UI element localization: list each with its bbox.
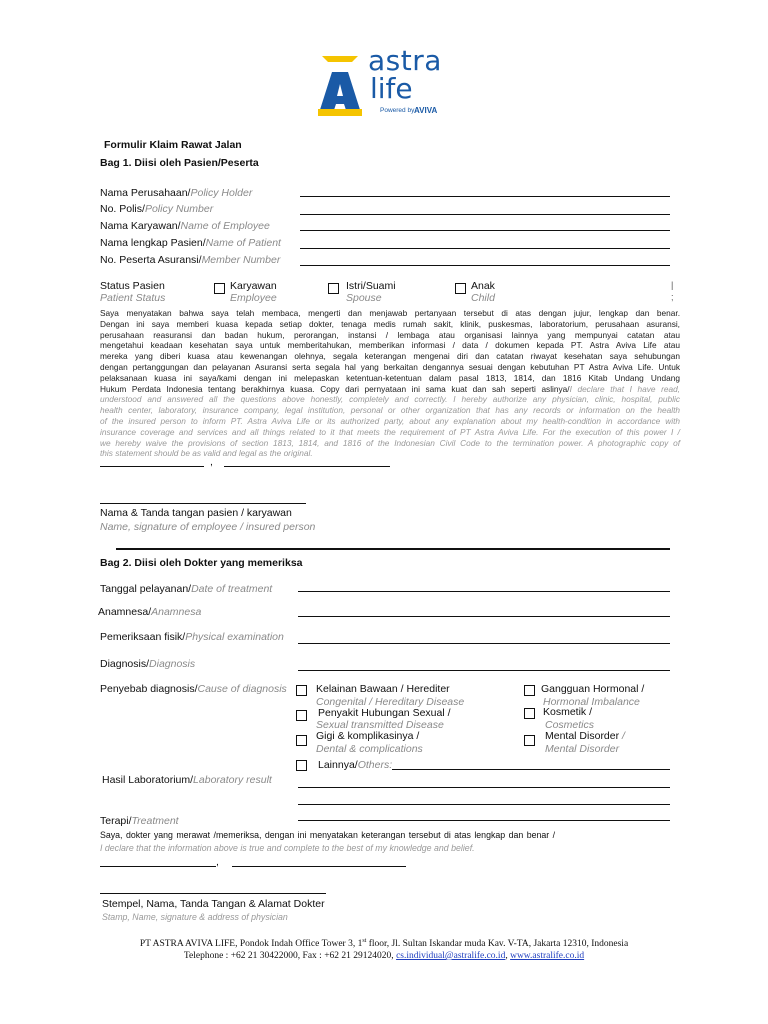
field-policy-number — [100, 203, 213, 215]
field-label: Nama Perusahaan/ — [100, 187, 191, 199]
anamnesa-input-line[interactable] — [298, 616, 670, 617]
field-label-en: Name of Employee — [180, 220, 270, 232]
status-child-label: Anak — [471, 280, 495, 292]
employee-name-input-line[interactable] — [300, 230, 670, 231]
status-spouse-checkbox[interactable] — [328, 283, 339, 294]
cause-dental-label: Gigi & komplikasinya / — [316, 730, 420, 742]
patient-signature-line[interactable] — [100, 503, 306, 504]
diagnosis-input-line[interactable] — [298, 670, 670, 671]
cause-cosmetics-label-en: Cosmetics — [545, 719, 595, 731]
field-label: Penyebab diagnosis/ — [100, 683, 198, 695]
footer-contact — [0, 951, 768, 961]
field-label: Tanggal pelayanan/ — [100, 583, 192, 595]
cause-cosmetics-checkbox[interactable] — [524, 708, 535, 719]
footer-address-post: floor, Jl. Sultan Iskandar muda Kav. V-TA, Jakarta 12310, Indonesia — [366, 939, 629, 950]
declaration-line-mixed — [100, 384, 680, 395]
field-therapy — [100, 815, 179, 827]
field-label-en: Cause of diagnosis — [197, 683, 287, 695]
powered-by-brand: AVIVA — [414, 106, 438, 115]
company-logo — [318, 44, 458, 120]
field-label-en: Policy Number — [144, 203, 214, 215]
footer-website-link[interactable]: www.astralife.co.id — [510, 951, 585, 961]
status-label: Status Pasien — [100, 280, 165, 292]
cause-congenital-label: Kelainan Bawaan / Herediter — [316, 683, 450, 695]
form-title: Formulir Klaim Rawat Jalan — [104, 139, 242, 151]
field-label: Nama Karyawan/ — [100, 220, 181, 232]
cause-other-input-line[interactable] — [392, 769, 670, 770]
doctor-signature-label: Stempel, Nama, Tanda Tangan & Alamat Dokter — [102, 898, 325, 910]
patient-name-input-line[interactable] — [300, 248, 670, 249]
footer-separator: , — [505, 951, 511, 961]
member-number-input-line[interactable] — [300, 265, 670, 266]
section2-title: Bag 2. Diisi oleh Dokter yang memeriksa — [100, 557, 303, 569]
physical-exam-input-line[interactable] — [298, 643, 670, 644]
declaration-line: dengan pertanggungan dan pelayanan Asuransi serta segala hal yang berkaitan dengannya sesuai dengan kebutuhan PT Astra Aviva Life. Untuk — [100, 362, 680, 372]
declaration-line: perusahaan reasuransi dan badan hukum, perorangan, instansi / lembaga atau organisasi lainnya yang mempunyai catatan atau — [100, 329, 680, 340]
cause-congenital-checkbox[interactable] — [296, 685, 307, 696]
field-member-number — [100, 254, 280, 266]
field-label-en: Member Number — [201, 254, 281, 266]
footer-address-pre: PT ASTRA AVIVA LIFE, Pondok Indah Office Tower 3, 1 — [139, 939, 363, 950]
date-of-treatment-input-line[interactable] — [298, 591, 670, 592]
section1-title: Bag 1. Diisi oleh Pasien/Peserta — [100, 157, 259, 169]
cause-congenital-label-en: Congenital / Hereditary Disease — [316, 696, 465, 708]
declaration-line: Hukum Perdata Indonesia tentang berakhirnya kuasa. Copy dari pernyataan ini sama kuat dan sah seperti aslinya/ — [100, 383, 570, 394]
cause-dental-checkbox[interactable] — [296, 735, 307, 746]
field-label: Diagnosis/ — [100, 658, 150, 670]
field-lab-result — [102, 774, 272, 786]
declaration-line: mengetahui keadaan kesehatan saya untuk memberitahukan, memberikan informasi / data / dokumen kepada PT. Astra Aviva Life atau — [100, 340, 680, 351]
declaration-en-line: this statement should be as valid and legal as the original. — [100, 448, 313, 459]
cause-hormonal-checkbox[interactable] — [524, 685, 535, 696]
field-label-en: Date of treatment — [191, 583, 273, 595]
cause-mental-label-en: Mental Disorder — [545, 743, 620, 755]
field-label: No. Polis/ — [100, 203, 145, 215]
field-physical-exam — [100, 631, 284, 643]
edge-mark: | — [671, 280, 674, 290]
field-label-en: Name of Patient — [205, 237, 281, 249]
brand-name-line1: astra — [368, 44, 442, 77]
field-label-en: Laboratory result — [193, 774, 272, 786]
policy-number-input-line[interactable] — [300, 214, 670, 215]
status-employee-label-en: Employee — [230, 292, 277, 304]
cause-other-label — [318, 759, 392, 771]
field-label: Mental Disorder — [545, 730, 620, 742]
declaration-line: mereka yang diberi kuasa atau kewenangan olehnya, segala keterangan mengenai diri dan catatan riwayat kesehatan saya sehubungan — [100, 351, 680, 362]
field-label-en: Diagnosis — [149, 658, 196, 670]
cause-dental-label-en: Dental & complications — [316, 743, 423, 755]
place-input-line[interactable] — [100, 466, 204, 467]
footer-address-sup: st — [362, 938, 367, 944]
cause-std-checkbox[interactable] — [296, 710, 307, 721]
declaration-line: Saya menyatakan bahwa saya telah membaca, mengerti dan menjawab pertanyaan tersebut di atas dengan jujur, lengkap dan benar. — [100, 308, 680, 318]
field-diagnosis — [100, 658, 195, 670]
status-spouse-label: Istri/Suami — [346, 280, 396, 292]
status-label-en: Patient Status — [100, 292, 166, 304]
cause-std-label-en: Sexual transmitted Disease — [316, 719, 444, 731]
cause-cosmetics-label: Kosmetik / — [543, 706, 593, 718]
policy-holder-input-line[interactable] — [300, 196, 670, 197]
declaration-en-line: we hereby waive the provisions of section 1813, 1814, and 1816 of the Indonesian Civil Code to the termination power. A photographic copy of — [100, 437, 680, 448]
field-label-en: / — [622, 730, 625, 742]
place-date-separator: , — [210, 456, 213, 468]
field-label-en: Physical examination — [185, 631, 284, 643]
doctor-declaration-en: I declare that the information above is true and complete to the best of my knowledge and belief. — [100, 843, 475, 853]
field-policy-holder — [100, 187, 252, 199]
field-label: Terapi/ — [100, 815, 132, 827]
patient-signature-label: Nama & Tanda tangan pasien / karyawan — [100, 507, 292, 519]
declaration-en-line: understood and answered all the questions above honestly, completely and correctly. I hereby authorize any physician, clinic, hospital, public — [100, 394, 680, 405]
doctor-place-input-line[interactable] — [100, 866, 216, 867]
section-divider — [116, 548, 670, 550]
status-employee-checkbox[interactable] — [214, 283, 225, 294]
doctor-date-input-line[interactable] — [232, 866, 406, 867]
status-child-checkbox[interactable] — [455, 283, 466, 294]
lab-result-input-line-2[interactable] — [298, 804, 670, 805]
field-anamnesa — [98, 606, 201, 618]
status-employee-label: Karyawan — [230, 280, 277, 292]
date-input-line[interactable] — [224, 466, 390, 467]
therapy-input-line[interactable] — [298, 820, 670, 821]
declaration-en-inline: I declare that I have read, — [569, 383, 680, 394]
edge-mark: ; — [671, 292, 674, 302]
field-label: Lainnya/ — [318, 759, 358, 771]
field-date-of-treatment — [100, 583, 272, 595]
declaration-line: Dengan ini saya memberi kuasa kepada setiap dokter, tenaga medis rumah sakit, klinik, puskesmas, laboratorium, perusahaan asuransi, — [100, 318, 680, 329]
field-label: Nama lengkap Pasien/ — [100, 237, 206, 249]
field-label-en: Treatment — [131, 815, 179, 827]
footer-phone: Telephone : +62 21 30422000, Fax : +62 21 29124020, — [183, 951, 397, 961]
field-employee-name — [100, 220, 270, 232]
field-label: No. Peserta Asuransi/ — [100, 254, 202, 266]
status-child-label-en: Child — [471, 292, 495, 304]
doctor-place-date-separator: , — [216, 856, 219, 868]
declaration-line: pelaksanaan kuasa ini saya/kami dengan ini melepaskan ketentuan-ketentuan dalam pasal 1813, 1814, dan 1816 Kitab Undang Undang — [100, 372, 680, 383]
field-label-en: Others: — [357, 759, 393, 771]
footer-address — [0, 938, 768, 949]
field-label: Hasil Laboratorium/ — [102, 774, 194, 786]
declaration-en-line: of the insured person to inform PT. Astra Aviva Life or its authorized party, about any explanation about my health-condition in accordance with — [100, 416, 680, 426]
footer-email-link[interactable]: cs.individual@astralife.co.id — [396, 951, 506, 961]
field-label: Anamnesa/ — [98, 606, 152, 618]
doctor-signature-label-en: Stamp, Name, signature & address of physician — [102, 912, 288, 922]
patient-signature-label-en: Name, signature of employee / insured person — [100, 521, 316, 533]
cause-mental-checkbox[interactable] — [524, 735, 535, 746]
field-patient-name — [100, 237, 281, 249]
lab-result-input-line-1[interactable] — [298, 787, 670, 788]
cause-hormonal-label-en: Hormonal Imbalance — [543, 696, 640, 708]
doctor-signature-line[interactable] — [100, 893, 326, 894]
field-label: Pemeriksaan fisik/ — [100, 631, 186, 643]
field-label-en: Anamnesa — [151, 606, 202, 618]
declaration-en-line: insurance coverage and services and all things related to it that meets the requirement of PT Astra Aviva Life. For the execution of this power I / — [100, 426, 680, 437]
declaration-en-line: health center, laboratory, insurance company, legal institution, personal or other organization that has any records or information on the health — [100, 405, 680, 416]
cause-mental-label — [545, 730, 625, 742]
powered-by-prefix: Powered by — [380, 107, 415, 114]
cause-hormonal-label: Gangguan Hormonal / — [541, 683, 645, 695]
cause-std-label: Penyakit Hubungan Sexual / — [318, 707, 451, 719]
doctor-declaration-id: Saya, dokter yang merawat /memeriksa, dengan ini menyatakan keterangan tersebut di atas lengkap dan benar / — [100, 830, 556, 840]
cause-label — [100, 683, 287, 695]
status-spouse-label-en: Spouse — [346, 292, 382, 304]
field-label-en: Policy Holder — [190, 187, 253, 199]
brand-name-line2: life — [370, 72, 413, 105]
astra-logo-mark-icon — [318, 54, 362, 116]
cause-other-checkbox[interactable] — [296, 760, 307, 771]
